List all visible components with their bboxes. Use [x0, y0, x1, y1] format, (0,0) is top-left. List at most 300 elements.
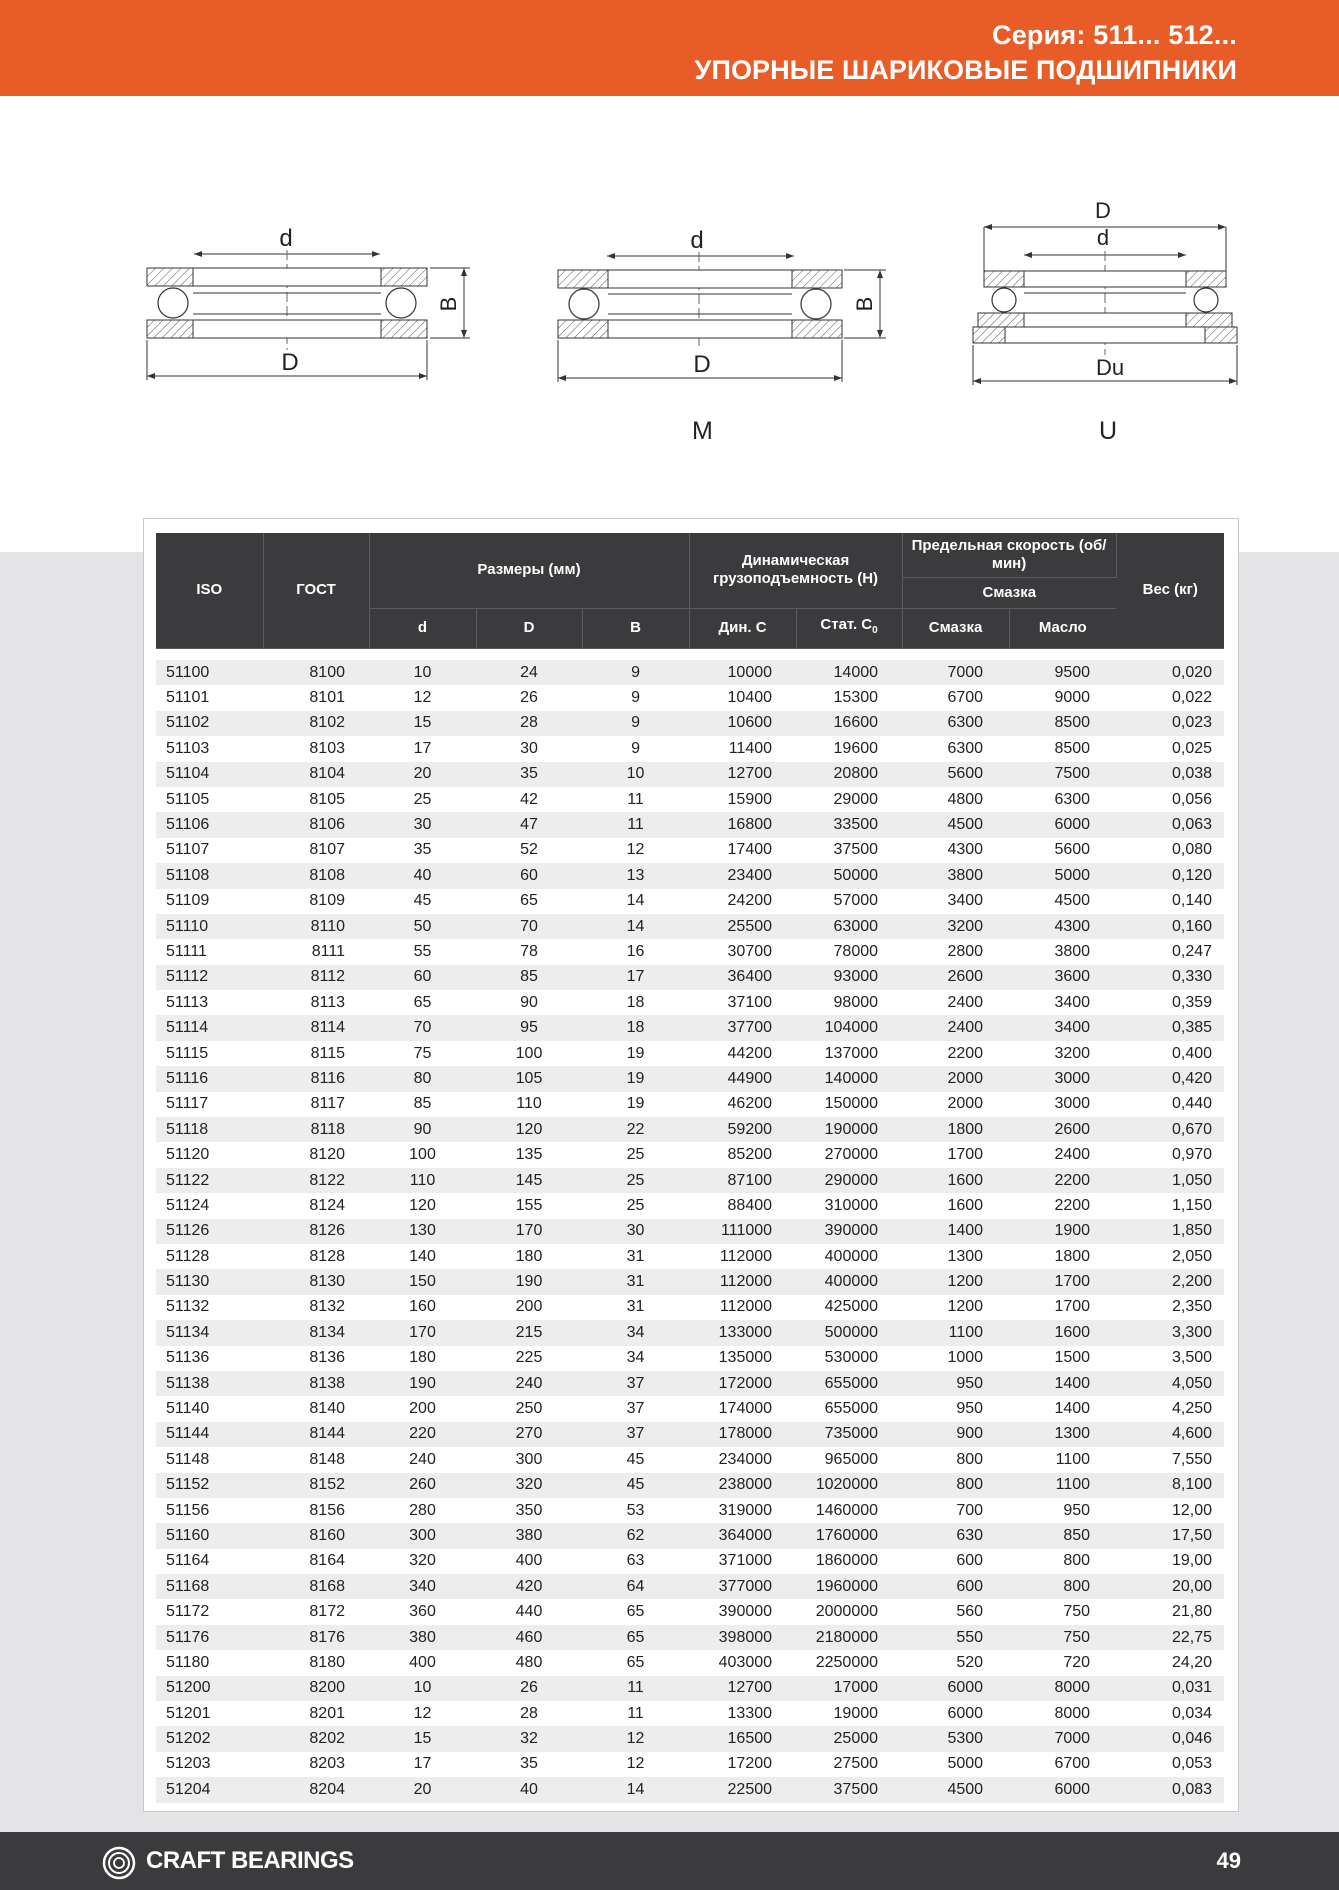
cell-iso: 51203 [156, 1752, 263, 1777]
cell-grease: 4500 [902, 812, 1009, 837]
table-row [156, 1726, 1224, 1751]
cell-weight: 4,250 [1116, 1396, 1224, 1421]
cell-iso: 51120 [156, 1142, 263, 1167]
cell-d: 10 [369, 660, 476, 685]
cell-oil: 1700 [1009, 1269, 1116, 1294]
cell-gost: 8156 [263, 1498, 369, 1523]
cell-weight: 0,160 [1116, 914, 1224, 939]
header-iso: ISO [156, 533, 263, 648]
cell-dyn: 44900 [689, 1066, 796, 1091]
cell-B: 31 [582, 1244, 689, 1269]
table-row [156, 1066, 1224, 1091]
cell-D: 85 [476, 965, 582, 990]
cell-dyn: 44200 [689, 1041, 796, 1066]
cell-d: 75 [369, 1041, 476, 1066]
cell-stat: 310000 [796, 1193, 902, 1218]
cell-D: 250 [476, 1396, 582, 1421]
cell-stat: 2000000 [796, 1599, 902, 1624]
cell-D: 380 [476, 1523, 582, 1548]
cell-dyn: 37100 [689, 990, 796, 1015]
cell-iso: 51104 [156, 762, 263, 787]
cell-iso: 51103 [156, 736, 263, 761]
cell-B: 65 [582, 1599, 689, 1624]
cell-dyn: 16500 [689, 1726, 796, 1751]
cell-gost: 8120 [263, 1142, 369, 1167]
cell-oil: 3400 [1009, 990, 1116, 1015]
cell-B: 34 [582, 1346, 689, 1371]
cell-dyn: 10000 [689, 660, 796, 685]
cell-B: 12 [582, 838, 689, 863]
cell-weight: 0,247 [1116, 939, 1224, 964]
label-B: B [436, 296, 461, 312]
cell-dyn: 174000 [689, 1396, 796, 1421]
header-titles [695, 18, 1237, 88]
cell-iso: 51176 [156, 1625, 263, 1650]
cell-d: 30 [369, 812, 476, 837]
cell-iso: 51128 [156, 1244, 263, 1269]
cell-stat: 50000 [796, 863, 902, 888]
cell-iso: 51122 [156, 1168, 263, 1193]
cell-D: 24 [476, 660, 582, 685]
cell-d: 140 [369, 1244, 476, 1269]
cell-iso: 51126 [156, 1219, 263, 1244]
cell-stat: 16600 [796, 711, 902, 736]
cell-grease: 600 [902, 1549, 1009, 1574]
table-row [156, 1320, 1224, 1345]
cell-B: 53 [582, 1498, 689, 1523]
cell-dyn: 390000 [689, 1599, 796, 1624]
header-grease: Смазка [902, 608, 1009, 648]
cell-dyn: 23400 [689, 863, 796, 888]
table-row [156, 1244, 1224, 1269]
cell-D: 78 [476, 939, 582, 964]
cell-stat: 37500 [796, 1777, 902, 1802]
cell-gost: 8152 [263, 1473, 369, 1498]
cell-oil: 800 [1009, 1549, 1116, 1574]
cell-dyn: 238000 [689, 1473, 796, 1498]
cell-weight: 12,00 [1116, 1498, 1224, 1523]
cell-weight: 0,020 [1116, 660, 1224, 685]
cell-B: 11 [582, 787, 689, 812]
table-row [156, 1371, 1224, 1396]
cell-dyn: 178000 [689, 1422, 796, 1447]
cell-iso: 51201 [156, 1701, 263, 1726]
table-row [156, 914, 1224, 939]
cell-d: 110 [369, 1168, 476, 1193]
cell-B: 10 [582, 762, 689, 787]
cell-weight: 0,400 [1116, 1041, 1224, 1066]
cell-D: 35 [476, 1752, 582, 1777]
cell-B: 65 [582, 1650, 689, 1675]
cell-oil: 2200 [1009, 1193, 1116, 1218]
cell-D: 155 [476, 1193, 582, 1218]
cell-d: 320 [369, 1549, 476, 1574]
table-row [156, 1142, 1224, 1167]
cell-grease: 630 [902, 1523, 1009, 1548]
cell-d: 20 [369, 762, 476, 787]
cell-d: 17 [369, 1752, 476, 1777]
cell-weight: 2,050 [1116, 1244, 1224, 1269]
cell-oil: 1300 [1009, 1422, 1116, 1447]
cell-B: 19 [582, 1041, 689, 1066]
cell-grease: 3400 [902, 889, 1009, 914]
cell-B: 18 [582, 990, 689, 1015]
cell-d: 10 [369, 1676, 476, 1701]
cell-oil: 4300 [1009, 914, 1116, 939]
cell-dyn: 12700 [689, 762, 796, 787]
cell-stat: 2250000 [796, 1650, 902, 1675]
table-row [156, 660, 1224, 685]
cell-grease: 6000 [902, 1701, 1009, 1726]
cell-weight: 0,120 [1116, 863, 1224, 888]
cell-stat: 140000 [796, 1066, 902, 1091]
cell-d: 100 [369, 1142, 476, 1167]
cell-dyn: 85200 [689, 1142, 796, 1167]
table-row [156, 1219, 1224, 1244]
cell-B: 14 [582, 889, 689, 914]
table-row [156, 1650, 1224, 1675]
table-row [156, 1269, 1224, 1294]
cell-D: 42 [476, 787, 582, 812]
cell-weight: 0,031 [1116, 1676, 1224, 1701]
cell-dyn: 12700 [689, 1676, 796, 1701]
brand-name: CRAFT BEARINGS [146, 1847, 354, 1874]
table-row [156, 1473, 1224, 1498]
table-row [156, 965, 1224, 990]
cell-dyn: 16800 [689, 812, 796, 837]
cell-B: 9 [582, 685, 689, 710]
cell-gost: 8108 [263, 863, 369, 888]
cell-dyn: 172000 [689, 1371, 796, 1396]
cell-iso: 51112 [156, 965, 263, 990]
cell-d: 360 [369, 1599, 476, 1624]
cell-weight: 0,023 [1116, 711, 1224, 736]
cell-dyn: 364000 [689, 1523, 796, 1548]
cell-oil: 1400 [1009, 1396, 1116, 1421]
cell-gost: 8160 [263, 1523, 369, 1548]
cell-B: 45 [582, 1473, 689, 1498]
cell-B: 37 [582, 1422, 689, 1447]
cell-stat: 33500 [796, 812, 902, 837]
cell-D: 240 [476, 1371, 582, 1396]
label-D: D [281, 349, 299, 376]
cell-stat: 425000 [796, 1295, 902, 1320]
cell-d: 340 [369, 1574, 476, 1599]
cell-iso: 51109 [156, 889, 263, 914]
cell-D: 30 [476, 736, 582, 761]
cell-gost: 8101 [263, 685, 369, 710]
cell-stat: 17000 [796, 1676, 902, 1701]
cell-D: 65 [476, 889, 582, 914]
cell-d: 260 [369, 1473, 476, 1498]
cell-stat: 1760000 [796, 1523, 902, 1548]
cell-B: 9 [582, 736, 689, 761]
cell-dyn: 36400 [689, 965, 796, 990]
cell-dyn: 371000 [689, 1549, 796, 1574]
cell-grease: 550 [902, 1625, 1009, 1650]
cell-weight: 2,350 [1116, 1295, 1224, 1320]
cell-weight: 0,140 [1116, 889, 1224, 914]
cell-grease: 5600 [902, 762, 1009, 787]
cell-d: 35 [369, 838, 476, 863]
cell-weight: 0,670 [1116, 1117, 1224, 1142]
table-row [156, 762, 1224, 787]
variant-label-u: U [1099, 417, 1118, 445]
cell-grease: 4500 [902, 1777, 1009, 1802]
cell-oil: 4500 [1009, 889, 1116, 914]
cell-oil: 6700 [1009, 1752, 1116, 1777]
cell-d: 15 [369, 711, 476, 736]
cell-oil: 850 [1009, 1523, 1116, 1548]
cell-grease: 1400 [902, 1219, 1009, 1244]
cell-d: 280 [369, 1498, 476, 1523]
cell-stat: 1460000 [796, 1498, 902, 1523]
table-row [156, 1777, 1224, 1802]
table-row [156, 711, 1224, 736]
cell-oil: 7000 [1009, 1726, 1116, 1751]
cell-stat: 1860000 [796, 1549, 902, 1574]
cell-dyn: 22500 [689, 1777, 796, 1802]
cell-grease: 800 [902, 1473, 1009, 1498]
cell-grease: 6000 [902, 1676, 1009, 1701]
cell-gost: 8138 [263, 1371, 369, 1396]
cell-gost: 8104 [263, 762, 369, 787]
cell-D: 225 [476, 1346, 582, 1371]
cell-dyn: 112000 [689, 1295, 796, 1320]
table-row [156, 1092, 1224, 1117]
cell-stat: 19000 [796, 1701, 902, 1726]
cell-grease: 5300 [902, 1726, 1009, 1751]
cell-grease: 600 [902, 1574, 1009, 1599]
cell-B: 14 [582, 914, 689, 939]
cell-B: 9 [582, 711, 689, 736]
cell-D: 95 [476, 1015, 582, 1040]
cell-d: 80 [369, 1066, 476, 1091]
table-row [156, 1346, 1224, 1371]
cell-B: 14 [582, 1777, 689, 1802]
cell-gost: 8106 [263, 812, 369, 837]
cell-oil: 6300 [1009, 787, 1116, 812]
cell-iso: 51138 [156, 1371, 263, 1396]
cell-D: 320 [476, 1473, 582, 1498]
cell-dyn: 234000 [689, 1447, 796, 1472]
cell-iso: 51200 [156, 1676, 263, 1701]
cell-oil: 2400 [1009, 1142, 1116, 1167]
cell-oil: 8500 [1009, 711, 1116, 736]
cell-gost: 8130 [263, 1269, 369, 1294]
cell-B: 63 [582, 1549, 689, 1574]
cell-B: 45 [582, 1447, 689, 1472]
cell-D: 270 [476, 1422, 582, 1447]
cell-grease: 1000 [902, 1346, 1009, 1371]
table-row [156, 1701, 1224, 1726]
table-row [156, 939, 1224, 964]
cell-weight: 0,083 [1116, 1777, 1224, 1802]
cell-grease: 1100 [902, 1320, 1009, 1345]
header-D: D [476, 608, 582, 648]
cell-iso: 51118 [156, 1117, 263, 1142]
cell-iso: 51101 [156, 685, 263, 710]
cell-dyn: 398000 [689, 1625, 796, 1650]
cell-B: 25 [582, 1168, 689, 1193]
label-B: B [852, 296, 877, 312]
cell-dyn: 30700 [689, 939, 796, 964]
cell-D: 420 [476, 1574, 582, 1599]
cell-B: 12 [582, 1726, 689, 1751]
cell-oil: 1600 [1009, 1320, 1116, 1345]
cell-iso: 51140 [156, 1396, 263, 1421]
cell-grease: 2000 [902, 1066, 1009, 1091]
cell-oil: 1100 [1009, 1473, 1116, 1498]
cell-d: 20 [369, 1777, 476, 1802]
cell-gost: 8102 [263, 711, 369, 736]
cell-grease: 1600 [902, 1193, 1009, 1218]
cell-oil: 3000 [1009, 1066, 1116, 1091]
header-B: B [582, 608, 689, 648]
cell-iso: 51116 [156, 1066, 263, 1091]
cell-d: 12 [369, 685, 476, 710]
cell-d: 40 [369, 863, 476, 888]
page-title: УПОРНЫЕ ШАРИКОВЫЕ ПОДШИПНИКИ [694, 55, 1237, 85]
cell-weight: 0,330 [1116, 965, 1224, 990]
cell-D: 180 [476, 1244, 582, 1269]
table-row [156, 1498, 1224, 1523]
cell-dyn: 46200 [689, 1092, 796, 1117]
cell-oil: 6000 [1009, 812, 1116, 837]
cell-iso: 51134 [156, 1320, 263, 1345]
cell-stat: 390000 [796, 1219, 902, 1244]
cell-d: 220 [369, 1422, 476, 1447]
header-speed-sub: Смазка [902, 577, 1116, 608]
cell-weight: 0,970 [1116, 1142, 1224, 1167]
cell-oil: 1700 [1009, 1295, 1116, 1320]
cell-B: 31 [582, 1295, 689, 1320]
cell-iso: 51114 [156, 1015, 263, 1040]
cell-gost: 8204 [263, 1777, 369, 1802]
cell-gost: 8164 [263, 1549, 369, 1574]
cell-gost: 8113 [263, 990, 369, 1015]
cell-iso: 51164 [156, 1549, 263, 1574]
cell-dyn: 135000 [689, 1346, 796, 1371]
cell-B: 64 [582, 1574, 689, 1599]
cell-grease: 2000 [902, 1092, 1009, 1117]
cell-iso: 51156 [156, 1498, 263, 1523]
cell-D: 40 [476, 1777, 582, 1802]
cell-B: 62 [582, 1523, 689, 1548]
cell-stat: 655000 [796, 1371, 902, 1396]
cell-grease: 800 [902, 1447, 1009, 1472]
cell-dyn: 403000 [689, 1650, 796, 1675]
cell-weight: 0,038 [1116, 762, 1224, 787]
cell-stat: 20800 [796, 762, 902, 787]
cell-weight: 17,50 [1116, 1523, 1224, 1548]
cell-grease: 900 [902, 1422, 1009, 1447]
cell-weight: 0,080 [1116, 838, 1224, 863]
cell-iso: 51160 [156, 1523, 263, 1548]
cell-stat: 2180000 [796, 1625, 902, 1650]
cell-B: 22 [582, 1117, 689, 1142]
table-row [156, 889, 1224, 914]
header-oil: Масло [1009, 608, 1116, 648]
cell-iso: 51132 [156, 1295, 263, 1320]
cell-weight: 3,300 [1116, 1320, 1224, 1345]
cell-stat: 965000 [796, 1447, 902, 1472]
cell-gost: 8107 [263, 838, 369, 863]
label-d: d [279, 225, 293, 252]
cell-d: 150 [369, 1269, 476, 1294]
cell-d: 17 [369, 736, 476, 761]
table-row [156, 1599, 1224, 1624]
table-row [156, 685, 1224, 710]
bearing-diagram-m [552, 190, 892, 395]
cell-dyn: 59200 [689, 1117, 796, 1142]
cell-D: 100 [476, 1041, 582, 1066]
cell-dyn: 112000 [689, 1269, 796, 1294]
cell-weight: 0,420 [1116, 1066, 1224, 1091]
series-title: Серия: 511... 512... [992, 20, 1237, 50]
cell-iso: 51107 [156, 838, 263, 863]
bearing-diagram-standard [140, 190, 470, 395]
header-d: d [369, 608, 476, 648]
cell-oil: 800 [1009, 1574, 1116, 1599]
cell-D: 350 [476, 1498, 582, 1523]
cell-d: 65 [369, 990, 476, 1015]
cell-grease: 950 [902, 1371, 1009, 1396]
cell-d: 200 [369, 1396, 476, 1421]
cell-stat: 400000 [796, 1269, 902, 1294]
table-row [156, 990, 1224, 1015]
cell-weight: 1,150 [1116, 1193, 1224, 1218]
cell-dyn: 17400 [689, 838, 796, 863]
cell-D: 35 [476, 762, 582, 787]
cell-weight: 0,440 [1116, 1092, 1224, 1117]
cell-grease: 1700 [902, 1142, 1009, 1167]
cell-grease: 1200 [902, 1269, 1009, 1294]
cell-gost: 8116 [263, 1066, 369, 1091]
label-D: D [693, 351, 711, 378]
cell-iso: 51117 [156, 1092, 263, 1117]
cell-weight: 4,600 [1116, 1422, 1224, 1447]
bearing-spec-table [156, 533, 1224, 1803]
cell-d: 380 [369, 1625, 476, 1650]
cell-weight: 20,00 [1116, 1574, 1224, 1599]
table-row [156, 1193, 1224, 1218]
cell-D: 60 [476, 863, 582, 888]
cell-gost: 8202 [263, 1726, 369, 1751]
cell-B: 25 [582, 1142, 689, 1167]
cell-grease: 2400 [902, 990, 1009, 1015]
cell-iso: 51113 [156, 990, 263, 1015]
cell-gost: 8200 [263, 1676, 369, 1701]
cell-stat: 37500 [796, 838, 902, 863]
cell-iso: 51110 [156, 914, 263, 939]
cell-stat: 57000 [796, 889, 902, 914]
cell-stat: 137000 [796, 1041, 902, 1066]
table-row [156, 863, 1224, 888]
cell-dyn: 111000 [689, 1219, 796, 1244]
cell-gost: 8136 [263, 1346, 369, 1371]
cell-stat: 15300 [796, 685, 902, 710]
cell-D: 170 [476, 1219, 582, 1244]
cell-iso: 51100 [156, 660, 263, 685]
cell-iso: 51144 [156, 1422, 263, 1447]
cell-gost: 8172 [263, 1599, 369, 1624]
cell-weight: 3,500 [1116, 1346, 1224, 1371]
cell-dyn: 24200 [689, 889, 796, 914]
table-row [156, 1015, 1224, 1040]
cell-gost: 8111 [263, 939, 369, 964]
cell-iso: 51172 [156, 1599, 263, 1624]
